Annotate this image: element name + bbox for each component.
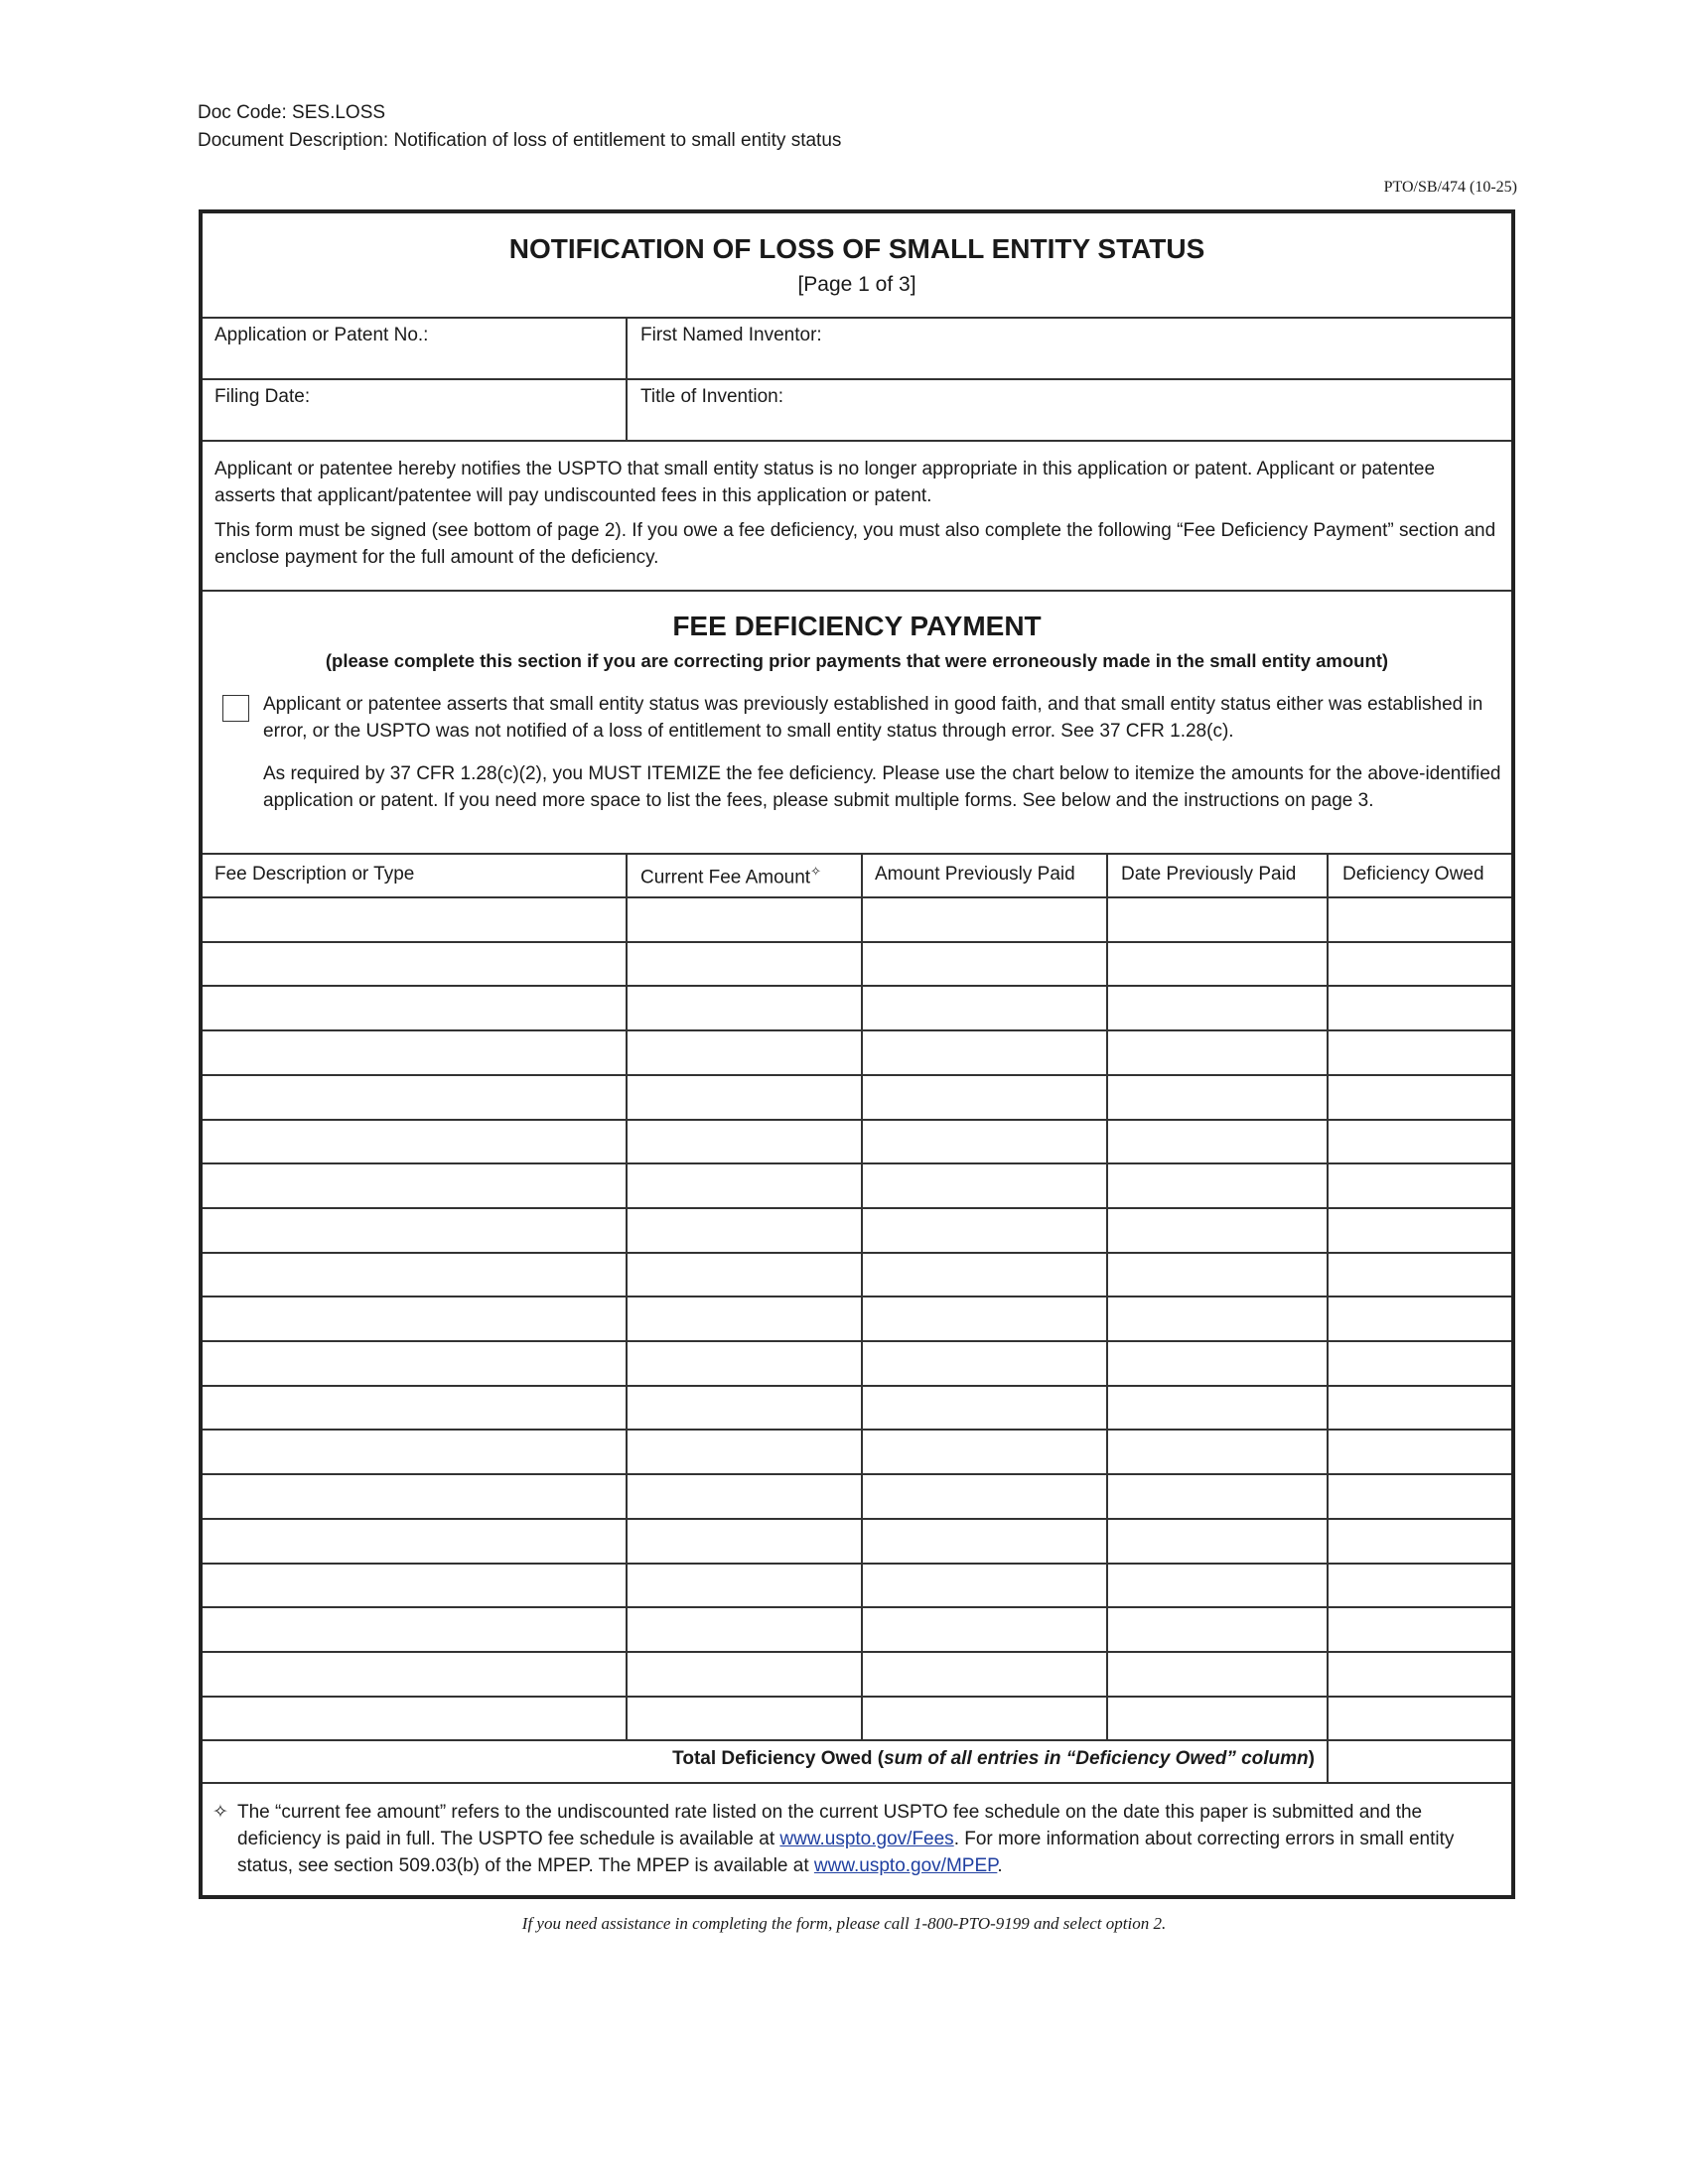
column-line bbox=[861, 853, 863, 1739]
application-no-field[interactable]: Application or Patent No.: bbox=[214, 325, 429, 345]
table-cell-fee-description[interactable] bbox=[205, 987, 624, 1027]
table-cell-deficiency-owed[interactable] bbox=[1329, 1387, 1509, 1428]
table-cell-current-fee[interactable] bbox=[628, 987, 859, 1027]
form-code: PTO/SB/474 (10-25) bbox=[1383, 179, 1517, 196]
table-cell-fee-description[interactable] bbox=[205, 1342, 624, 1383]
row-line bbox=[203, 1739, 1511, 1741]
title-of-invention-field[interactable]: Title of Invention: bbox=[640, 386, 783, 407]
footnote-text-part: . bbox=[997, 1855, 1003, 1876]
table-cell-deficiency-owed[interactable] bbox=[1329, 1520, 1509, 1561]
table-cell-fee-description[interactable] bbox=[205, 1254, 624, 1295]
table-cell-amount-previously-paid[interactable] bbox=[863, 1121, 1104, 1161]
table-cell-date-previously-paid[interactable] bbox=[1108, 1164, 1325, 1205]
total-deficiency-input[interactable] bbox=[1335, 1738, 1513, 1782]
total-label-text: Total Deficiency Owed ( bbox=[672, 1748, 885, 1769]
divider bbox=[203, 378, 1511, 380]
help-text: If you need assistance in completing the form, please call 1-800-PTO-9199 and select option 2. bbox=[521, 1914, 1167, 1933]
table-cell-fee-description[interactable] bbox=[205, 1076, 624, 1117]
table-cell-deficiency-owed[interactable] bbox=[1329, 1164, 1509, 1205]
divider bbox=[203, 590, 1511, 592]
table-cell-deficiency-owed[interactable] bbox=[1329, 1121, 1509, 1161]
column-header-date-previously-paid: Date Previously Paid bbox=[1121, 864, 1297, 885]
total-deficiency-label bbox=[672, 1748, 1315, 1770]
table-cell-amount-previously-paid[interactable] bbox=[863, 943, 1104, 984]
mpep-link[interactable]: www.uspto.gov/MPEP bbox=[813, 1855, 998, 1876]
table-cell-fee-description[interactable] bbox=[205, 898, 624, 939]
divider bbox=[203, 1782, 1511, 1784]
table-cell-fee-description[interactable] bbox=[205, 1653, 624, 1694]
table-cell-deficiency-owed[interactable] bbox=[1329, 987, 1509, 1027]
table-cell-deficiency-owed[interactable] bbox=[1329, 898, 1509, 939]
filing-date-field[interactable]: Filing Date: bbox=[214, 386, 311, 407]
table-cell-deficiency-owed[interactable] bbox=[1329, 1031, 1509, 1072]
form-frame bbox=[199, 209, 1515, 1899]
column-header-current-fee-label: Current Fee Amount bbox=[640, 867, 811, 888]
table-cell-date-previously-paid[interactable] bbox=[1108, 1698, 1325, 1738]
form-title: NOTIFICATION OF LOSS OF SMALL ENTITY STATUS bbox=[508, 233, 1205, 264]
table-cell-current-fee[interactable] bbox=[628, 1254, 859, 1295]
table-cell-fee-description[interactable] bbox=[205, 1520, 624, 1561]
first-inventor-field[interactable]: First Named Inventor: bbox=[640, 325, 822, 345]
itemize-instructions: As required by 37 CFR 1.28(c)(2), you MUST ITEMIZE the fee deficiency. Please use the chart below to itemize the amounts for the above-identified application or patent. If you need more space to list the fees, please submit multiple forms. See below and the instructions on page 3. bbox=[263, 763, 1501, 811]
table-cell-date-previously-paid[interactable] bbox=[1108, 943, 1325, 984]
table-cell-current-fee[interactable] bbox=[628, 1297, 859, 1338]
table-cell-amount-previously-paid[interactable] bbox=[863, 1031, 1104, 1072]
table-cell-fee-description[interactable] bbox=[205, 1431, 624, 1471]
fee-section-subtitle: (please complete this section if you are correcting prior payments that were erroneously made in the small entity amount) bbox=[325, 650, 1389, 671]
table-cell-amount-previously-paid[interactable] bbox=[863, 898, 1104, 939]
divider bbox=[626, 317, 628, 440]
table-cell-current-fee[interactable] bbox=[628, 1164, 859, 1205]
fee-section-title: FEE DEFICIENCY PAYMENT bbox=[672, 611, 1042, 641]
table-cell-deficiency-owed[interactable] bbox=[1329, 1475, 1509, 1516]
table-cell-current-fee[interactable] bbox=[628, 1209, 859, 1250]
table-cell-amount-previously-paid[interactable] bbox=[863, 1653, 1104, 1694]
table-cell-fee-description[interactable] bbox=[205, 1297, 624, 1338]
column-header-fee-description: Fee Description or Type bbox=[214, 864, 415, 885]
document-meta bbox=[198, 99, 841, 155]
table-cell-date-previously-paid[interactable] bbox=[1108, 1653, 1325, 1694]
total-label-end: ) bbox=[1308, 1748, 1315, 1769]
table-cell-fee-description[interactable] bbox=[205, 1475, 624, 1516]
good-faith-checkbox[interactable] bbox=[222, 695, 249, 722]
table-cell-deficiency-owed[interactable] bbox=[1329, 1653, 1509, 1694]
table-cell-fee-description[interactable] bbox=[205, 1387, 624, 1428]
footnote-mark-icon: ✧ bbox=[212, 1802, 228, 1823]
table-cell-current-fee[interactable] bbox=[628, 1475, 859, 1516]
table-cell-date-previously-paid[interactable] bbox=[1108, 898, 1325, 939]
notice-paragraph: This form must be signed (see bottom of page 2). If you owe a fee deficiency, you must also complete the following “Fee Deficiency Payment” section and enclose payment for the full amount of the deficiency. bbox=[214, 520, 1496, 568]
table-cell-fee-description[interactable] bbox=[205, 1121, 624, 1161]
table-cell-fee-description[interactable] bbox=[205, 943, 624, 984]
total-label-italic: sum of all entries in “Deficiency Owed” column bbox=[884, 1748, 1309, 1769]
divider bbox=[203, 317, 1511, 319]
divider bbox=[203, 440, 1511, 442]
table-cell-current-fee[interactable] bbox=[628, 1698, 859, 1738]
table-top-border bbox=[203, 853, 1511, 855]
table-cell-current-fee[interactable] bbox=[628, 943, 859, 984]
table-cell-date-previously-paid[interactable] bbox=[1108, 1342, 1325, 1383]
table-cell-date-previously-paid[interactable] bbox=[1108, 1254, 1325, 1295]
table-cell-date-previously-paid[interactable] bbox=[1108, 1608, 1325, 1649]
table-cell-deficiency-owed[interactable] bbox=[1329, 1254, 1509, 1295]
column-line bbox=[626, 853, 628, 1739]
table-cell-amount-previously-paid[interactable] bbox=[863, 1431, 1104, 1471]
column-header-amount-previously-paid: Amount Previously Paid bbox=[875, 864, 1075, 885]
table-cell-current-fee[interactable] bbox=[628, 1608, 859, 1649]
table-cell-current-fee[interactable] bbox=[628, 1520, 859, 1561]
table-cell-date-previously-paid[interactable] bbox=[1108, 1475, 1325, 1516]
footnote-text-part: The “current fee amount” refers to the undiscounted rate listed on the current USPTO fee schedule on the date this paper is submitted and the deficiency is paid in full. The USPTO fee schedule is available at bbox=[237, 1802, 1423, 1849]
table-cell-amount-previously-paid[interactable] bbox=[863, 1209, 1104, 1250]
column-header-current-fee bbox=[640, 864, 821, 888]
table-cell-amount-previously-paid[interactable] bbox=[863, 1342, 1104, 1383]
table-cell-fee-description[interactable] bbox=[205, 1698, 624, 1738]
table-cell-date-previously-paid[interactable] bbox=[1108, 1209, 1325, 1250]
table-cell-fee-description[interactable] bbox=[205, 1608, 624, 1649]
column-line bbox=[1106, 853, 1108, 1739]
table-cell-amount-previously-paid[interactable] bbox=[863, 1520, 1104, 1561]
table-cell-deficiency-owed[interactable] bbox=[1329, 943, 1509, 984]
table-cell-deficiency-owed[interactable] bbox=[1329, 1342, 1509, 1383]
current-fee-mark-icon: ✧ bbox=[810, 864, 821, 879]
table-cell-amount-previously-paid[interactable] bbox=[863, 1164, 1104, 1205]
table-cell-date-previously-paid[interactable] bbox=[1108, 1520, 1325, 1561]
column-header-deficiency-owed: Deficiency Owed bbox=[1342, 864, 1484, 885]
table-cell-current-fee[interactable] bbox=[628, 1342, 859, 1383]
footnote bbox=[212, 1799, 1503, 1879]
doc-description: Document Description: Notification of loss of entitlement to small entity status bbox=[198, 130, 842, 151]
table-cell-amount-previously-paid[interactable] bbox=[863, 1565, 1104, 1605]
table-cell-amount-previously-paid[interactable] bbox=[863, 1254, 1104, 1295]
table-cell-current-fee[interactable] bbox=[628, 1653, 859, 1694]
table-cell-fee-description[interactable] bbox=[205, 1565, 624, 1605]
table-cell-deficiency-owed[interactable] bbox=[1329, 1209, 1509, 1250]
table-cell-date-previously-paid[interactable] bbox=[1108, 1387, 1325, 1428]
table-cell-amount-previously-paid[interactable] bbox=[863, 1076, 1104, 1117]
table-cell-date-previously-paid[interactable] bbox=[1108, 1297, 1325, 1338]
table-cell-amount-previously-paid[interactable] bbox=[863, 1608, 1104, 1649]
table-cell-current-fee[interactable] bbox=[628, 1076, 859, 1117]
table-cell-amount-previously-paid[interactable] bbox=[863, 1297, 1104, 1338]
table-cell-fee-description[interactable] bbox=[205, 1209, 624, 1250]
footnote-text bbox=[237, 1799, 1503, 1879]
footnote-text-part: . For more information about correcting errors in small entity status, see section 509.03(b) of the MPEP. The MPEP is available at bbox=[237, 1829, 1455, 1876]
table-cell-current-fee[interactable] bbox=[628, 1121, 859, 1161]
table-cell-fee-description[interactable] bbox=[205, 1031, 624, 1072]
table-cell-date-previously-paid[interactable] bbox=[1108, 1431, 1325, 1471]
doc-code: Doc Code: SES.LOSS bbox=[198, 102, 386, 123]
table-cell-current-fee[interactable] bbox=[628, 1031, 859, 1072]
table-cell-date-previously-paid[interactable] bbox=[1108, 987, 1325, 1027]
table-cell-current-fee[interactable] bbox=[628, 1431, 859, 1471]
table-cell-amount-previously-paid[interactable] bbox=[863, 1698, 1104, 1738]
table-cell-fee-description[interactable] bbox=[205, 1164, 624, 1205]
table-cell-deficiency-owed[interactable] bbox=[1329, 1565, 1509, 1605]
table-cell-date-previously-paid[interactable] bbox=[1108, 1031, 1325, 1072]
table-cell-date-previously-paid[interactable] bbox=[1108, 1121, 1325, 1161]
page-indicator: [Page 1 of 3] bbox=[797, 273, 916, 296]
table-cell-date-previously-paid[interactable] bbox=[1108, 1565, 1325, 1605]
good-faith-statement: Applicant or patentee asserts that small entity status was previously established in good faith, and that small entity status either was established in error, or the USPTO was not notified of a loss of entitlement to small entity status through error. See 37 CFR 1.28(c). bbox=[263, 694, 1483, 742]
table-cell-deficiency-owed[interactable] bbox=[1329, 1608, 1509, 1649]
table-cell-deficiency-owed[interactable] bbox=[1329, 1698, 1509, 1738]
table-cell-amount-previously-paid[interactable] bbox=[863, 987, 1104, 1027]
table-cell-current-fee[interactable] bbox=[628, 898, 859, 939]
table-cell-current-fee[interactable] bbox=[628, 1387, 859, 1428]
table-cell-amount-previously-paid[interactable] bbox=[863, 1475, 1104, 1516]
table-cell-deficiency-owed[interactable] bbox=[1329, 1076, 1509, 1117]
table-cell-date-previously-paid[interactable] bbox=[1108, 1076, 1325, 1117]
table-cell-amount-previously-paid[interactable] bbox=[863, 1387, 1104, 1428]
fees-link[interactable]: www.uspto.gov/Fees bbox=[779, 1829, 954, 1849]
notice-paragraph: Applicant or patentee hereby notifies the USPTO that small entity status is no longer appropriate in this application or patent. Applicant or patentee asserts that applicant/patentee will pay undiscounted fees in this application or patent. bbox=[214, 459, 1436, 506]
table-cell-current-fee[interactable] bbox=[628, 1565, 859, 1605]
table-cell-deficiency-owed[interactable] bbox=[1329, 1297, 1509, 1338]
table-cell-deficiency-owed[interactable] bbox=[1329, 1431, 1509, 1471]
